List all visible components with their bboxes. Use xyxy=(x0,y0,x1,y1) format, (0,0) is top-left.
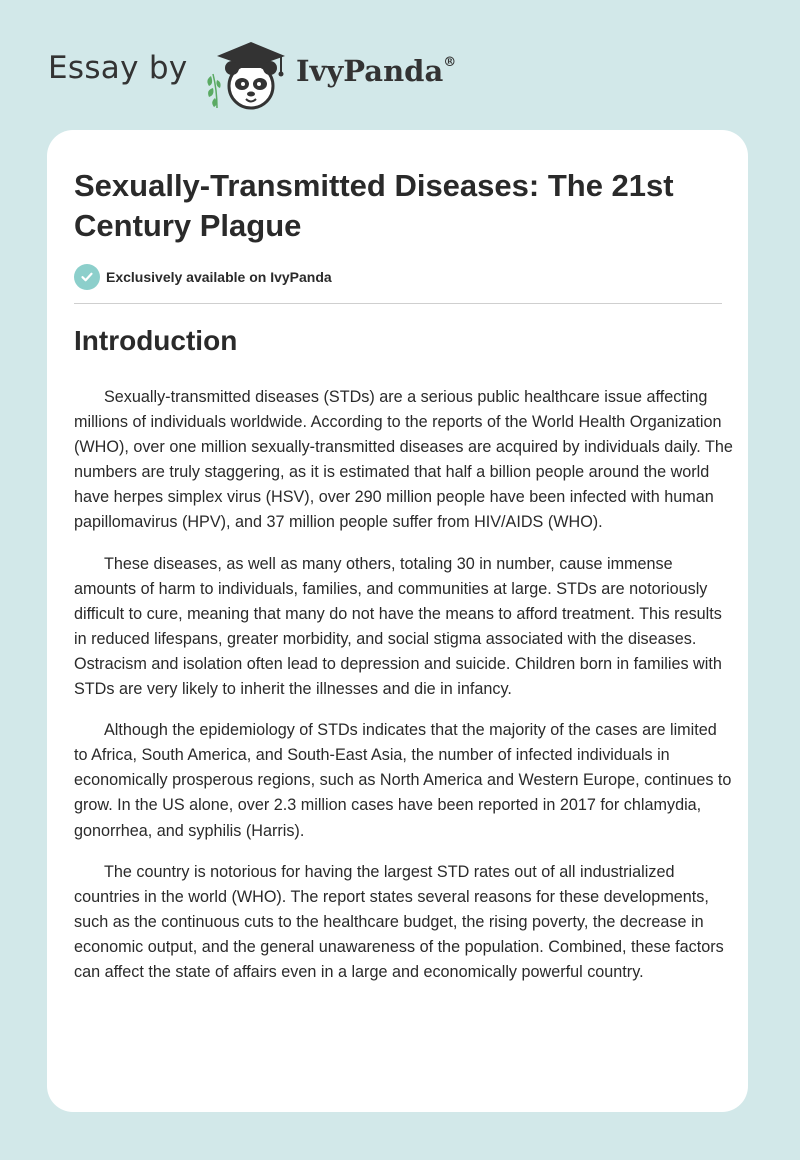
paragraph: These diseases, as well as many others, totaling 30 in number, cause immense amounts of harm to individuals, families, and communities at large. STDs are notoriously difficult to cure, meaning that many do not have the means to afford treatment. This results in reduced lifespans, greater morbidity, and social stigma associated with the diseases. Ostracism and isolation often lead to depression and suicide. Children born in families with STDs are very likely to inherit the illnesses and die in infancy. xyxy=(74,554,722,699)
essay-by-label: Essay by xyxy=(48,50,188,86)
badge-label: Exclusively available on IvyPanda xyxy=(106,269,332,285)
check-icon xyxy=(74,264,100,290)
site-header xyxy=(48,30,508,110)
paragraph: Sexually-transmitted diseases (STDs) are a serious public healthcare issue affecting millions of individuals worldwide. According to the reports of the World Health Organization (WHO), over one million sexually-transmitted diseases are acquired by individuals daily. The numbers are truly staggering, as it is estimated that half a billion people around the world have herpes simplex virus (HSV), over 290 million people have been infected with human papillomavirus (HPV), and 37 million people suffer from HIV/AIDS (WHO). xyxy=(74,388,733,532)
essay-body xyxy=(74,385,734,1001)
paragraph: Although the epidemiology of STDs indicates that the majority of the cases are limited to Africa, South America, and South-East Asia, the number of infected individuals in economically prosperous regions, such as North America and Western Europe, continues to grow. In the US alone, over 2.3 million cases have been reported in 2017 for chlamydia, gonorrhea, and syphilis (Harris). xyxy=(74,721,732,840)
essay-title: Sexually-Transmitted Diseases: The 21st Century Plague xyxy=(74,168,674,243)
brand-name[interactable] xyxy=(296,54,456,88)
exclusive-badge xyxy=(74,264,332,290)
brand-name-text: IvyPanda xyxy=(296,54,444,88)
paragraph: The country is notorious for having the largest STD rates out of all industrialized countries in the world (WHO). The report states several reasons for these developments, such as the continuous cuts to the healthcare budget, the rising poverty, the decrease in economic output, and the general unawareness of the population. Combined, these factors can affect the state of affairs even in a large and economically powerful country. xyxy=(74,862,724,981)
essay-card xyxy=(47,130,748,1112)
registered-mark: ® xyxy=(443,55,457,71)
divider xyxy=(74,303,722,304)
panda-graduate-logo-icon[interactable] xyxy=(203,36,293,110)
section-heading-introduction: Introduction xyxy=(74,325,238,356)
